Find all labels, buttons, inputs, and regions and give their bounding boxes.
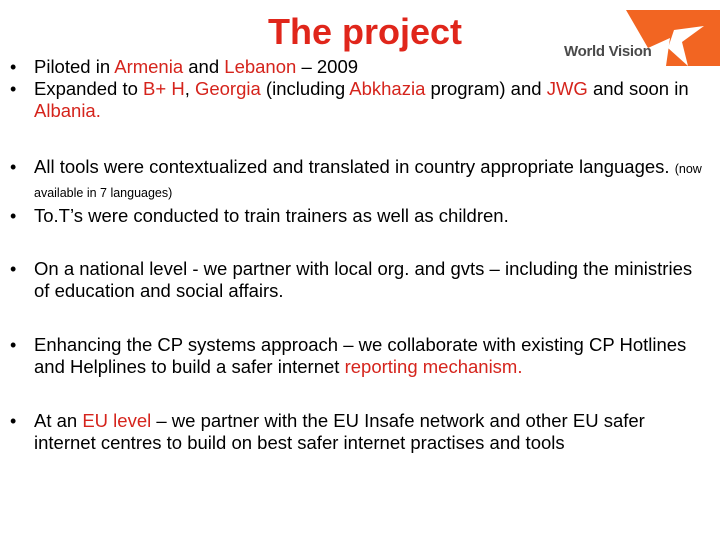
bullet-item [0, 78, 720, 122]
bullet-text: On a national level - we partner with local org. and gvts – including the ministries of education and social affairs. [34, 258, 693, 301]
logo-text: World Vision [564, 43, 652, 60]
bullet-text: (including [260, 78, 350, 99]
bullet-dot-icon: • [10, 259, 17, 279]
bullet-text: At an [34, 410, 83, 431]
bullet-text: – we partner with the EU Insafe network and other EU safer internet centres to build on best safer internet practises and tools [34, 410, 645, 453]
bullet-text: and soon in [587, 78, 689, 99]
highlighted-text: Armenia [114, 56, 184, 77]
bullet-dot-icon: • [10, 157, 17, 177]
bullet-dot-icon: • [10, 57, 17, 77]
bullet-dot-icon: • [10, 335, 17, 355]
bullet-text: – 2009 [296, 56, 359, 77]
bullet-item [0, 410, 720, 454]
bullet-item [0, 334, 720, 378]
bullet-item [0, 258, 720, 302]
highlighted-text: Abkhazia [349, 78, 426, 99]
bullet-dot-icon: • [10, 79, 17, 99]
highlighted-text: Lebanon [224, 56, 297, 77]
highlighted-text: Albania. [34, 100, 101, 121]
bullet-dot-icon: • [10, 206, 17, 226]
slide-title: The project [267, 11, 463, 52]
bullet-text: Expanded to [34, 78, 144, 99]
bullet-list [0, 56, 720, 454]
bullet-dot-icon: • [10, 411, 17, 431]
bullet-text: All tools were contextualized and translated in country appropriate languages. [34, 156, 675, 177]
highlighted-text: B+ H [143, 78, 185, 99]
bullet-item [0, 156, 720, 204]
bullet-text: and [183, 56, 225, 77]
bullet-text: (now available in 7 languages) [34, 162, 702, 200]
highlighted-text: Georgia [194, 78, 261, 99]
bullet-text: Piloted in [34, 56, 115, 77]
highlighted-text: EU level [82, 410, 152, 431]
bullet-text: To.T’s were conducted to train trainers as well as children. [34, 205, 509, 226]
bullet-text: Enhancing the CP systems approach – we collaborate with existing CP Hotlines and Helplines to build a safer internet [34, 334, 687, 377]
bullet-item [0, 56, 720, 78]
bullet-text: program) and [425, 78, 547, 99]
bullet-item [0, 205, 720, 227]
highlighted-text: JWG [546, 78, 588, 99]
highlighted-text: reporting mechanism. [344, 356, 523, 377]
bullet-text: , [184, 78, 195, 99]
